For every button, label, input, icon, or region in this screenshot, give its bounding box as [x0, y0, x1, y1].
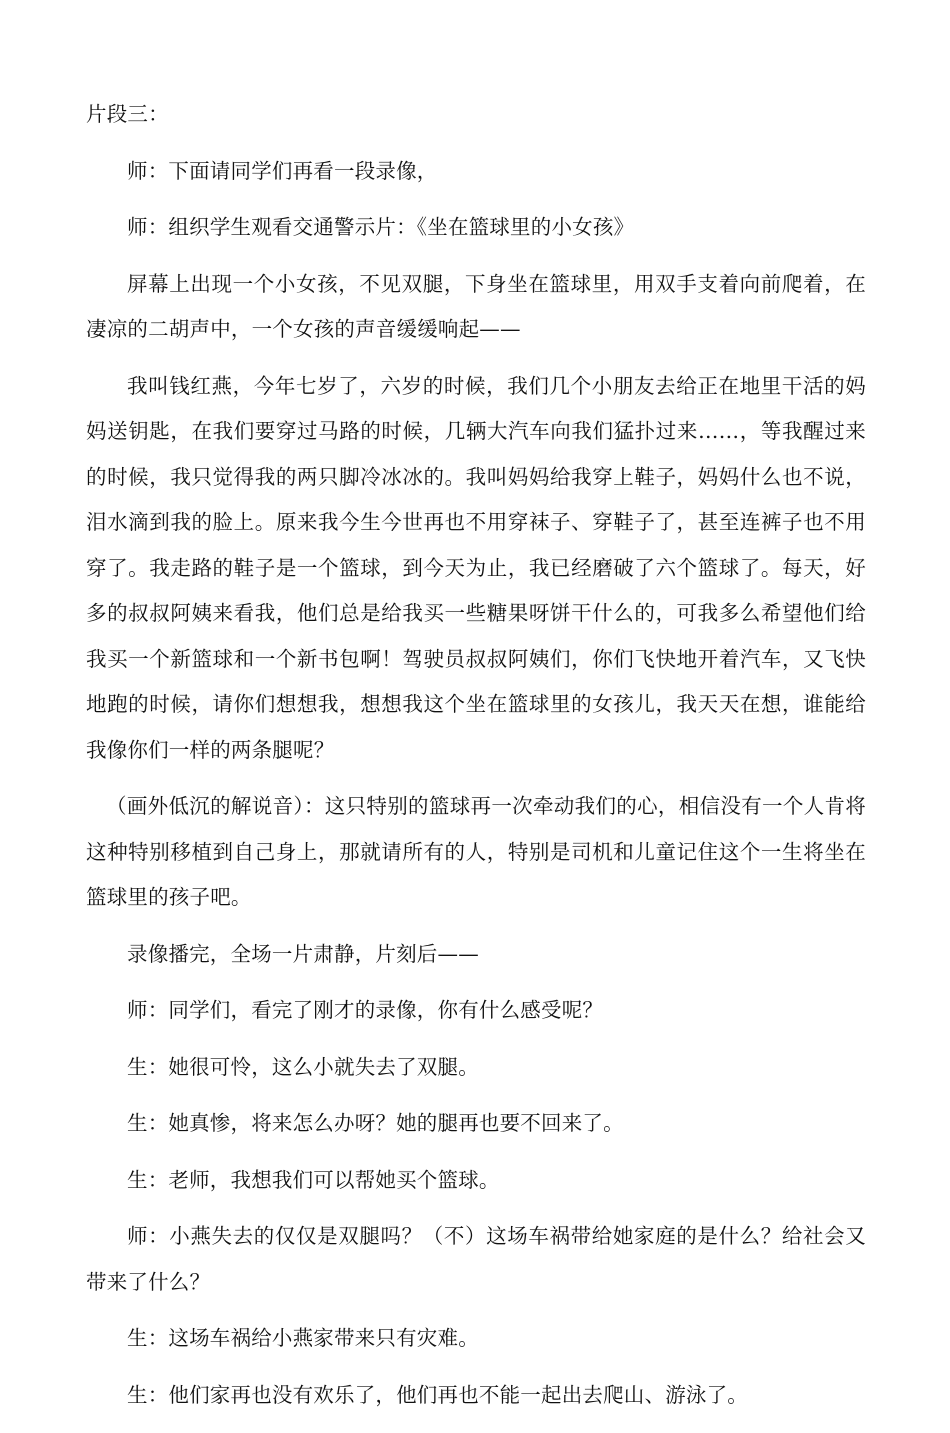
teacher-line: 师：下面请同学们再看一段录像， — [127, 158, 438, 183]
narration-line: 录像播完，全场一片肃静，片刻后—— — [127, 941, 479, 966]
teacher-line: 师：小燕失去的仅仅是双腿吗？（不）这场车祸带给她家庭的是什么？给社会又带来了什么？ — [86, 1224, 866, 1294]
teacher-line: 师：同学们，看完了刚才的录像，你有什么感受呢？ — [127, 998, 604, 1022]
student-line: 生：他们家再也没有欢乐了，他们再也不能一起出去爬山、游泳了。 — [127, 1382, 748, 1407]
student-line: 生：她真惨，将来怎么办呀？她的腿再也要不回来了。 — [127, 1111, 624, 1135]
voiceover-paragraph: （画外低沉的解说音）：这只特别的篮球再一次牵动我们的心，相信没有一个人肯将这种特别移植到自己身上，那就请所有的人，特别是司机和儿童记住这个一生将坐在篮球里的孩子吧。 — [86, 794, 866, 909]
narration-paragraph: 屏幕上出现一个小女孩，不见双腿，下身坐在篮球里，用双手支着向前爬着，在凄凉的二胡声中，一个女孩的声音缓缓响起—— — [86, 271, 866, 341]
student-line: 生：她很可怜，这么小就失去了双腿。 — [127, 1054, 479, 1079]
girl-monologue-paragraph: 我叫钱红燕，今年七岁了，六岁的时候，我们几个小朋友去给正在地里干活的妈妈送钥匙，在我们要穿过马路的时候，几辆大汽车向我们猛扑过来……，等我醒过来的时候，我只觉得我的两只脚冷冰冰的。我叫妈妈给我穿上鞋子，妈妈什么也不说，泪水滴到我的脸上。原来我今生今世再也不用穿袜子、穿鞋子了，甚至连裤子也不用穿了。我走路的鞋子是一个篮球，到今天为止，我已经磨破了六个篮球了。每天，好多的叔叔阿姨来看我，他们总是给我买一些糖果呀饼干什么的，可我多么希望他们给我买一个新篮球和一个新书包啊！驾驶员叔叔阿姨们，你们飞快地开着汽车，又飞快地跑的时候，请你们想想我，想想我这个坐在篮球里的女孩儿，我天天在想，谁能给我像你们一样的两条腿呢？ — [86, 373, 866, 762]
student-line: 生：老师，我想我们可以帮她买个篮球。 — [127, 1167, 500, 1192]
teacher-line: 师：组织学生观看交通警示片：《坐在篮球里的小女孩》 — [127, 215, 635, 239]
section-heading: 片段三： — [86, 102, 169, 126]
student-line: 生：这场车祸给小燕家带来只有灾难。 — [127, 1326, 479, 1350]
document-body — [86, 92, 866, 1418]
